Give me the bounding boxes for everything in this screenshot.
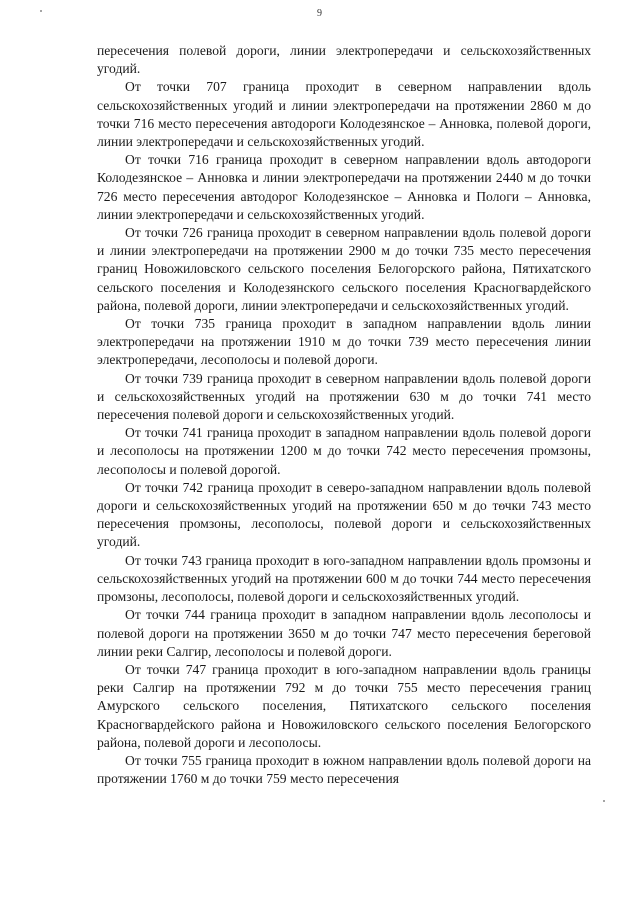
paragraph: пересечения полевой дороги, линии электропередачи и сельскохозяйственных угодий.	[97, 43, 591, 77]
paragraph: От точки 743 граница проходит в юго-западном направлении вдоль промзоны и сельскохозяйственных угодий на протяжении 600 м до точки 744 место пересечения промзоны, лесополосы, полевой дороги и сельскохозяйственных угодий.	[97, 552, 591, 605]
scan-speck	[603, 800, 605, 802]
paragraph: От точки 739 граница проходит в северном направлении вдоль полевой дороги и сельскохозяйственных угодий на протяжении 630 м до точки 741 место пересечения полевой дороги и сельскохозяйственных угодий.	[97, 370, 591, 423]
scan-speck	[40, 10, 42, 12]
paragraph: От точки 742 граница проходит в северо-западном направлении вдоль полевой дороги и сельскохозяйственных угодий на протяжении 650 м до точки 743 место пересечения промзоны, лесополосы, полевой дороги и сельскохозяйственных угодий.	[97, 479, 591, 550]
paragraph: От точки 707 граница проходит в северном направлении вдоль сельскохозяйственных угодий и линии электропередачи на протяжении 2860 м до точки 716 место пересечения автодороги Колодезянское – Анновка, полевой дороги, линии электропередачи и сельскохозяйственных угодий.	[97, 79, 591, 150]
paragraph: От точки 735 граница проходит в западном направлении вдоль линии электропередачи на протяжении 1910 м до точки 739 место пересечения линии электропередачи, лесополосы и полевой дороги.	[97, 316, 591, 368]
paragraph: От точки 744 граница проходит в западном направлении вдоль лесополосы и полевой дороги на протяжении 3650 м до точки 747 место пересечения береговой линии реки Салгир, лесополосы и полевой дороги.	[97, 607, 591, 659]
paragraph: От точки 755 граница проходит в южном направлении вдоль полевой дороги на протяжении 1760 м до точки 759 место пересечения	[97, 752, 591, 787]
paragraph: От точки 741 граница проходит в западном направлении вдоль полевой дороги и лесополосы на протяжении 1200 м до точки 742 место пересечения промзоны, лесополосы и полевой дорогой.	[97, 425, 591, 477]
paragraph: От точки 726 граница проходит в северном направлении вдоль полевой дороги и линии электропередачи на протяжении 2900 м до точки 735 место пересечения границ Новожиловского сельского поселения Белогорского района, Пятихатского сельского поселения и Колодезянского сельского поселения Красногвардейского района, полевой дороги, линии электропередачи и сельскохозяйственных угодий.	[97, 225, 591, 313]
paragraph: От точки 747 граница проходит в юго-западном направлении вдоль границы реки Салгир на протяжении 792 м до точки 755 место пересечения границ Амурского сельского поселения, Пятихатского сельского поселения Красногвардейского района и Новожиловского сельского поселения Белогорского района, полевой дороги и лесополосы.	[97, 661, 591, 750]
paragraph: От точки 716 граница проходит в северном направлении вдоль автодороги Колодезянское – Анновка и линии электропередачи на протяжении 2440 м до точки 726 место пересечения автодорог Колодезянское – Анновка и Пологи – Анновка, линии электропередачи и сельскохозяйственных угодий.	[97, 152, 591, 222]
page-number: 9	[317, 8, 322, 19]
document-body	[97, 42, 591, 788]
